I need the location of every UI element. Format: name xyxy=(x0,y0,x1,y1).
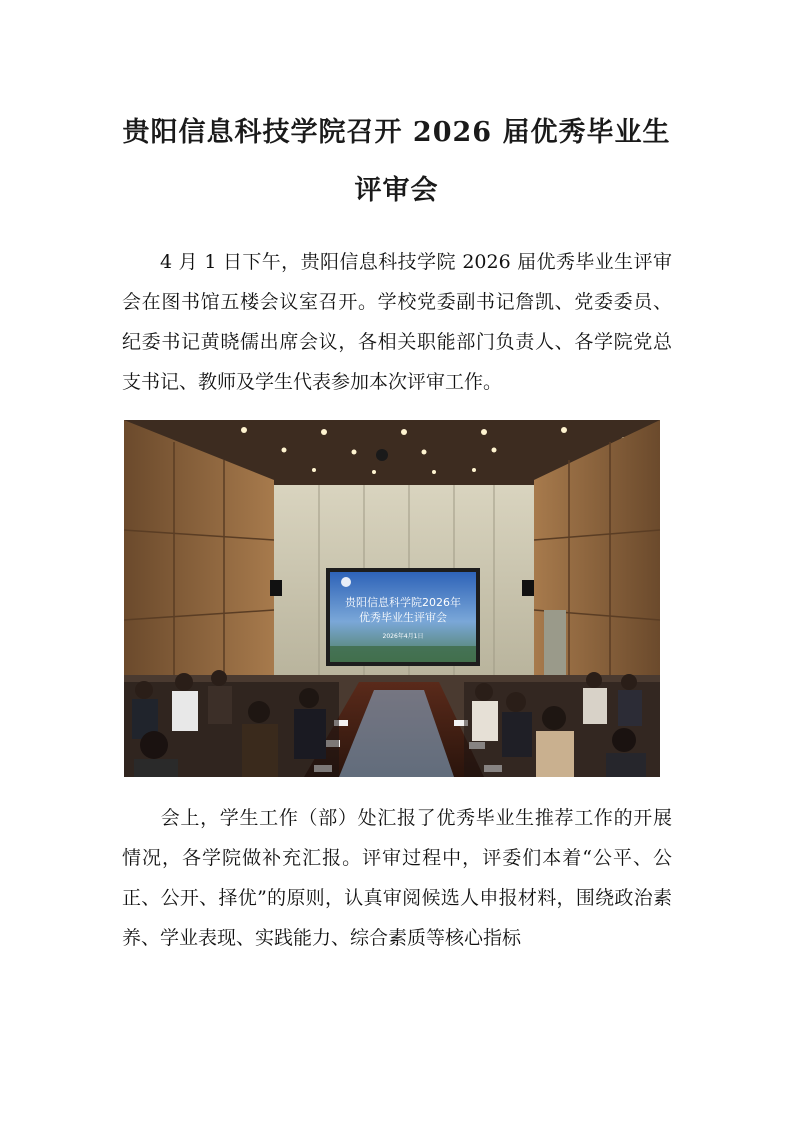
attendees-left xyxy=(124,670,339,777)
meeting-photo xyxy=(124,420,660,777)
attendees-right xyxy=(464,672,660,777)
speaker-left xyxy=(270,580,282,596)
paragraph-2-text: 会上，学生工作（部）处汇报了优秀毕业生推荐工作的开展情况，各学院做补充汇报。评审过程中，评委们本着“公平、公正、公开、择优”的原则，认真审阅候选人申报材料，围绕政治素养、学业表现、实践能力、综合素质等核心指标 xyxy=(122,807,672,949)
screen-title-line-1: 贵阳信息科学院2026年 xyxy=(345,596,461,609)
article-title-line-2: 评审会 xyxy=(354,175,439,206)
speaker-right xyxy=(522,580,534,596)
ceiling-camera xyxy=(376,449,388,461)
paragraph-2 xyxy=(122,798,672,958)
paragraph-1 xyxy=(122,242,672,402)
paragraph-1-text: 4 月 1 日下午，贵阳信息科技学院 2026 届优秀毕业生评审会在图书馆五楼会议室召开。学校党委副书记詹凯、党委委员、纪委书记黄晓儒出席会议，各相关职能部门负责人、各学院党总支书记、教师及学生代表参加本次评审工作。 xyxy=(122,251,672,393)
screen-title-line-2: 优秀毕业生评审会 xyxy=(359,611,447,624)
side-door xyxy=(544,610,566,685)
screen-date: 2026年4月1日 xyxy=(382,633,424,640)
article-title-line-1: 贵阳信息科技学院召开 2026 届优秀毕业生 xyxy=(122,117,671,148)
school-logo-icon xyxy=(341,577,351,587)
